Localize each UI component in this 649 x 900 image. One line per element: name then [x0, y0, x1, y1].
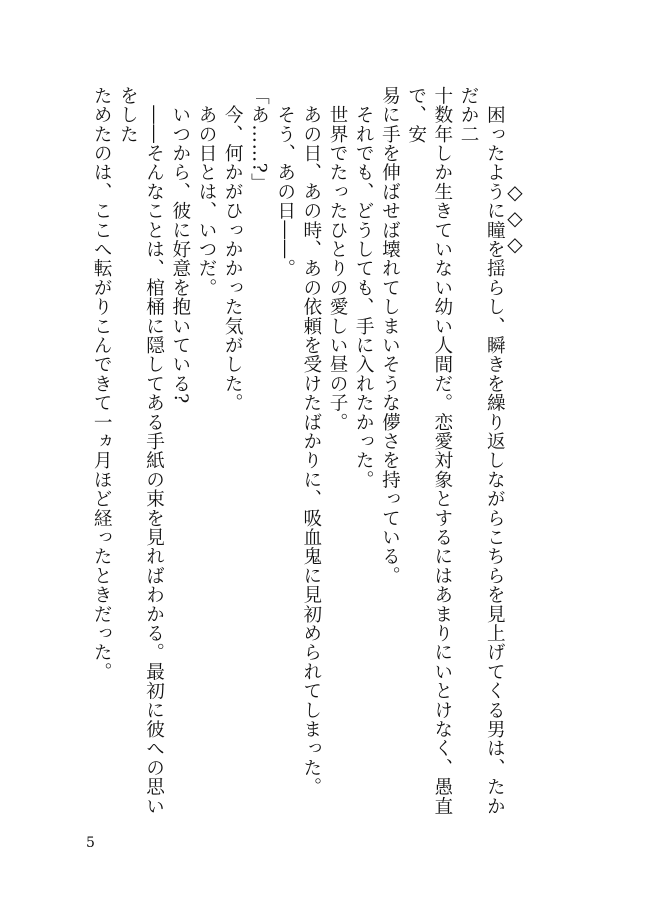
body-line: 「あ……?」: [248, 86, 270, 193]
body-text-block: [88, 86, 568, 826]
body-line: ためたのは、ここへ転がりこんできて一ヵ月ほど経ったときだった。: [91, 86, 113, 682]
section-mark: ◇◇◇: [503, 180, 527, 258]
body-line: 世界でたったひとりの愛しい昼の子。: [327, 86, 349, 432]
body-line: ――そんなことは、棺桶に隠してある手紙の束を見ればわかる。最初に彼への思いをした: [117, 86, 165, 816]
page-number: 5: [86, 835, 95, 851]
body-line: あの日とは、いつだ。: [196, 86, 218, 298]
body-line: 困ったように瞳を揺らし、瞬きを繰り返しながらこちらを見上げてくる男は、たかだか二: [458, 86, 506, 816]
vertical-body-text: [88, 86, 507, 826]
body-line: いつから、彼に好意を抱いている?: [169, 86, 191, 404]
body-line: そう、あの日――。: [274, 86, 296, 278]
body-line: それでも、どうしても、手に入れたかった。: [353, 86, 375, 490]
body-line: 十数年しか生きていない幼い人間だ。恋愛対象とするにはあまりにいとけなく、愚直で、安: [405, 86, 453, 816]
body-line: 今、何かがひっかかった気がした。: [222, 86, 244, 413]
body-line: 易に手を伸ばせば壊れてしまいそうな儚さを持っている。: [379, 86, 401, 586]
body-line: あの日、あの時、あの依頼を受けたばかりに、吸血鬼に見初められてしまった。: [300, 86, 322, 797]
